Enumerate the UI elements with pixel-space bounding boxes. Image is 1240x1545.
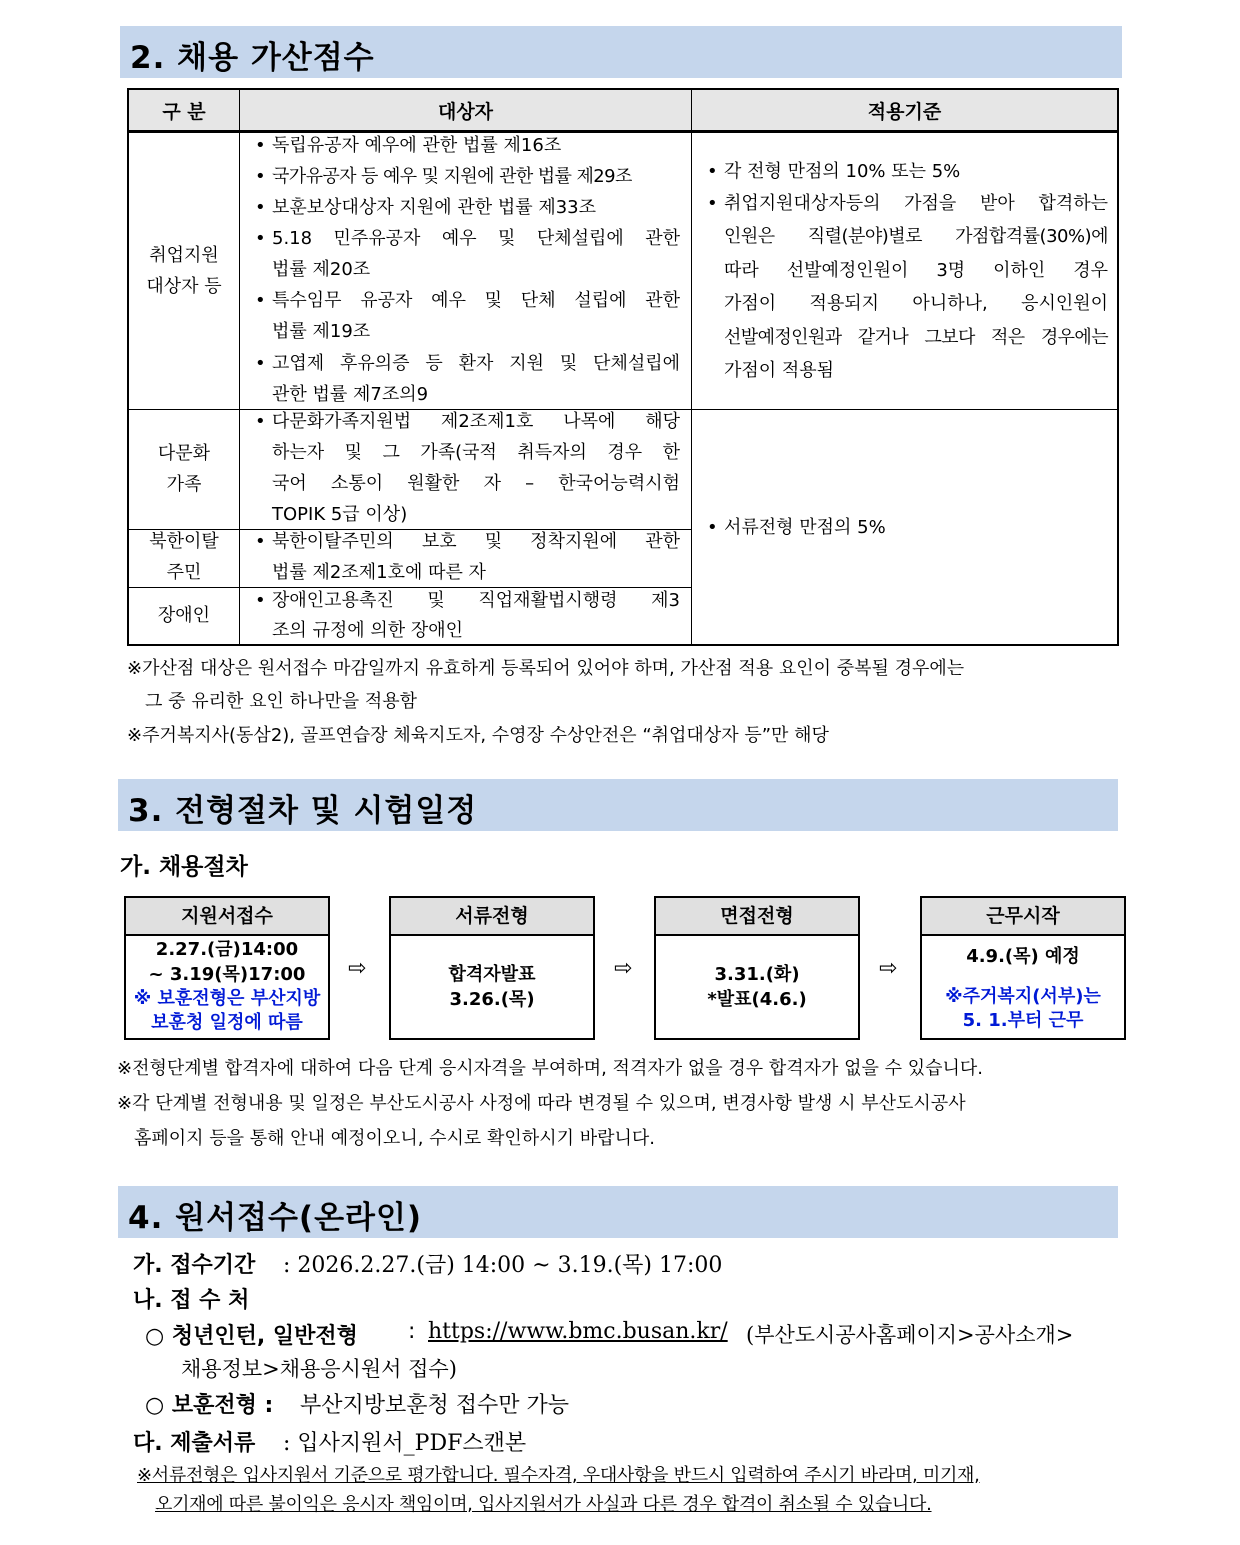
list-item: 보훈보상대상자 지원에 관한 법률 제33조	[272, 197, 596, 218]
row2-category: 다문화 가족	[157, 443, 211, 495]
footnote-2: 오기재에 따른 불이익은 응시자 책임이며, 입사지원서가 사실과 다른 경우 합격이 취소될 수 있습니다.	[155, 1494, 932, 1515]
shared-criteria: 서류전형 만점의 5%	[724, 517, 886, 538]
section-4-header	[118, 1186, 1118, 1238]
step-start-work: 근무시작 4.9.(목) 예정 ※주거복지(서부)는 5. 1.부터 근무	[920, 896, 1126, 1040]
row4-category: 장애인	[157, 605, 211, 626]
section-3-header	[118, 779, 1118, 831]
general-path-1: (부산도시공사홈페이지>공사소개>	[746, 1323, 1074, 1347]
section-2-note-2: ※주거복지사(동삼2), 골프연습장 체육지도자, 수영장 수상안전은 “취업대상자 등”만 해당	[127, 725, 829, 746]
section-3-subtitle: 가. 채용절차	[120, 854, 248, 880]
step-title: 서류전형	[391, 898, 593, 936]
section-3-note-2: ※각 단계별 전형내용 및 일정은 부산도시공사 사정에 따라 변경될 수 있으며, 변경사항 발생 시 부산도시공사	[117, 1093, 966, 1114]
general-label: ○ 청년인턴, 일반전형	[145, 1324, 358, 1349]
list-item: 5.18 민주유공자 예우 및 단체설립에 관한	[272, 228, 680, 249]
section-3-note-1: ※전형단계별 합격자에 대하여 다음 단계 응시자격을 부여하며, 적격자가 없을 경우 합격자가 없을 수 있습니다.	[117, 1058, 983, 1079]
section-4-title: 4. 원서접수(온라인)	[128, 1200, 423, 1236]
step-title: 근무시작	[922, 898, 1124, 936]
period-label: 가. 접수기간	[133, 1253, 256, 1278]
general-colon: :	[408, 1319, 416, 1344]
table-header-criteria: 적용기준	[867, 101, 942, 123]
general-path-2: 채용정보>채용응시원서 접수)	[181, 1357, 457, 1381]
table-header-category: 구 분	[162, 101, 206, 123]
list-item-cont: 법률 제19조	[272, 321, 371, 342]
section-3-note-2-cont: 홈페이지 등을 통해 안내 예정이오니, 수시로 확인하시기 바랍니다.	[134, 1128, 655, 1149]
list-item: 특수임무 유공자 예우 및 단체 설립에 관한	[272, 290, 680, 311]
section-2-title: 2. 채용 가산점수	[130, 40, 375, 76]
veteran-label: ○ 보훈전형 :	[145, 1393, 274, 1418]
arrow-right-icon: ⇨	[614, 956, 633, 981]
row3-category: 북한이탈 주민	[149, 531, 219, 583]
list-item: 독립유공자 예우에 관한 법률 제16조	[272, 135, 562, 156]
veteran-value: 부산지방보훈청 접수만 가능	[300, 1393, 570, 1418]
footnote-1: ※서류전형은 입사지원서 기준으로 평가합니다. 필수자격, 우대사항을 반드시 입력하여 주시기 바라며, 미기재,	[137, 1465, 980, 1486]
list-item: 북한이탈주민의 보호 및 정착지원에 관한	[272, 531, 680, 552]
place-label: 나. 접 수 처	[133, 1288, 250, 1313]
step-application: 지원서접수 2.27.(금)14:00 ~ 3.19(목)17:00 ※ 보훈전형은 부산지방 보훈청 일정에 따름	[124, 896, 330, 1040]
step-title: 면접전형	[656, 898, 858, 936]
list-item: 다문화가족지원법 제2조제1호 나목에 해당	[272, 411, 680, 432]
list-item-cont: 관한 법률 제7조의9	[272, 384, 429, 405]
list-item: 장애인고용촉진 및 직업재활법시행령 제3	[272, 590, 680, 611]
section-2-note-1: ※가산점 대상은 원서접수 마감일까지 유효하게 등록되어 있어야 하며, 가산점 적용 요인이 중복될 경우에는	[127, 658, 965, 679]
list-item: 국가유공자 등 예우 및 지원에 관한 법률 제29조	[272, 166, 632, 187]
homepage-link[interactable]: https://www.bmc.busan.kr/	[428, 1319, 728, 1344]
arrow-right-icon: ⇨	[348, 956, 367, 981]
table-header-target: 대상자	[437, 101, 494, 123]
step-document-review: 서류전형 합격자발표 3.26.(목)	[389, 896, 595, 1040]
criteria-item: 취업지원대상자등의 가점을 받아 합격하는	[724, 193, 1108, 214]
criteria-item: 각 전형 만점의 10% 또는 5%	[724, 161, 961, 182]
docs-value: : 입사지원서_PDF스캔본	[283, 1431, 527, 1456]
section-3-title: 3. 전형절차 및 시험일정	[128, 793, 478, 829]
docs-label: 다. 제출서류	[133, 1431, 256, 1456]
list-item: 고엽제 후유의증 등 환자 지원 및 단체설립에	[272, 353, 680, 374]
section-2-note-1-cont: 그 중 유리한 요인 하나만을 적용함	[145, 691, 418, 712]
row1-category: 취업지원 대상자 등	[146, 245, 222, 297]
arrow-right-icon: ⇨	[879, 956, 898, 981]
list-item-cont: 법률 제20조	[272, 259, 371, 280]
section-2-header	[120, 26, 1122, 78]
step-interview: 면접전형 3.31.(화) *발표(4.6.)	[654, 896, 860, 1040]
period-value: : 2026.2.27.(금) 14:00 ~ 3.19.(목) 17:00	[283, 1253, 723, 1278]
step-title: 지원서접수	[126, 898, 328, 936]
